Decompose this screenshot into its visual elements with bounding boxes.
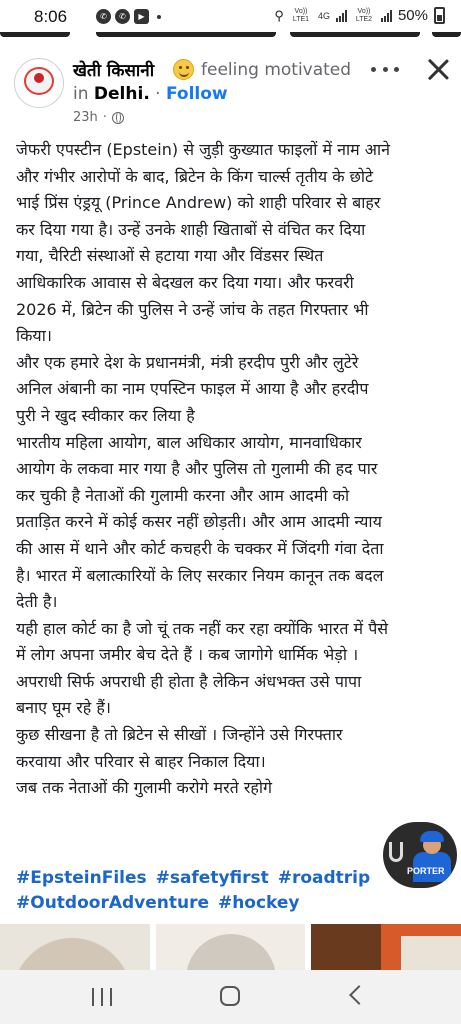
- post-line: गया, चैरिटी संस्थाओं से हटाया गया और विंडसर स्थित: [16, 246, 324, 266]
- post-line: किया।: [16, 326, 52, 346]
- post-line: में लोग अपना जमीर बेच देते हैं । कब जागोगे धार्मिक भेड़ो ।: [16, 645, 359, 665]
- more-notifications-icon: [157, 15, 161, 19]
- more-options-button[interactable]: [371, 62, 399, 76]
- close-icon[interactable]: [425, 56, 451, 82]
- system-nav-bar: [0, 970, 461, 1024]
- status-time: 8:06: [34, 7, 68, 26]
- porter-brand: PORTER: [407, 866, 445, 876]
- meta-dot: ·: [102, 110, 107, 125]
- notification-icons: [96, 9, 161, 24]
- post-image[interactable]: [0, 924, 150, 970]
- back-icon[interactable]: [349, 985, 369, 1005]
- dot-icon: [383, 67, 388, 72]
- in-word: in: [73, 84, 89, 104]
- post-time[interactable]: 23h: [73, 110, 98, 125]
- post-line: और एक हमारे देश के प्रधानमंत्री, मंत्री हरदीप पुरी और लुटेरे: [16, 352, 359, 372]
- post-meta: [73, 110, 124, 125]
- signal-2-icon: [381, 10, 392, 22]
- whatsapp-icon: ✆: [96, 9, 111, 24]
- post-line: अपराधी सिर्फ अपराधी ही होता है लेकिन अंधभक्त उसे पापा: [16, 671, 362, 691]
- status-bar: [0, 0, 461, 34]
- sim2-label: Vo)) LTE2: [355, 7, 373, 23]
- dot-icon: [371, 67, 376, 72]
- location-name[interactable]: Delhi: [93, 84, 144, 104]
- signal-1-icon: [336, 10, 347, 22]
- post-line: की आस में थाने और कोर्ट कचहरी के चक्कर में जिंदगी गंवा देता: [16, 538, 384, 558]
- post-line: करवाया और परिवार से बाहर निकाल दिया।: [16, 751, 266, 771]
- location-line: [73, 84, 228, 104]
- post-line: 2026 में, ब्रिटेन की पुलिस ने उन्हें जांच के तहत गिरफ्तार भी: [16, 299, 369, 319]
- post-line: कर दिया गया है। उन्हें उनके शाही खिताबों से वंचित कर दिया: [16, 219, 366, 239]
- location-period: .: [143, 84, 150, 104]
- follow-button[interactable]: Follow: [166, 84, 228, 104]
- porter-logo-icon: [389, 842, 403, 862]
- hashtag-row: [16, 866, 376, 891]
- post-text: [16, 137, 456, 802]
- battery-icon: [434, 7, 445, 24]
- post-line: आधिकारिक आवास से बेदखल कर दिया गया। और फरवरी: [16, 272, 354, 292]
- post-line: बनाए घूम रहे हैं।: [16, 698, 111, 718]
- globe-icon: [112, 112, 124, 124]
- post-line: अनिल अंबानी का नाम एपस्टिन फाइल में आया है और हरदीप: [16, 379, 369, 399]
- post-image[interactable]: [156, 924, 306, 970]
- post-line: देती है।: [16, 592, 58, 612]
- post-header: [0, 52, 461, 132]
- post-line: पुरी ने खुद स्वीकार कर लिया है: [16, 405, 195, 425]
- youtube-icon: ▶: [134, 9, 149, 24]
- network-type: 4G: [317, 10, 330, 21]
- hashtag-link[interactable]: #roadtrip: [277, 868, 371, 888]
- avatar-logo: [24, 67, 54, 95]
- post-line: यही हाल कोर्ट का है जो चूं तक नहीं कर रहा क्योंकि भारत में पैसे: [16, 618, 389, 638]
- post-line: प्रताड़ित करने में कोई कसर नहीं छोड़ती। और आम आदमी न्याय: [16, 512, 382, 532]
- post-images: [0, 924, 461, 970]
- porter-helmet: [420, 831, 444, 842]
- feeling-text: feeling motivated: [201, 60, 352, 80]
- post-line: जेफरी एपस्टीन (Epstein) से जुड़ी कुख्यात फाइलों में नाम आने: [16, 140, 391, 159]
- post-line: भाई प्रिंस एंड्रयू (Prince Andrew) को शाही परिवार से बाहर: [16, 193, 381, 213]
- hashtag-link[interactable]: #hockey: [217, 893, 300, 913]
- hashtag-link[interactable]: #EpsteinFiles: [16, 868, 147, 888]
- hashtags: [16, 866, 376, 916]
- post-line: कर चुकी है नेताओं की गुलामी करना और आम आदमी को: [16, 485, 350, 505]
- page-name[interactable]: खेती किसानी: [73, 61, 155, 81]
- dot-separator: ·: [149, 84, 166, 104]
- post-image[interactable]: [311, 924, 461, 970]
- porter-ad-widget[interactable]: [383, 822, 457, 888]
- page-avatar[interactable]: [14, 58, 64, 108]
- post-line: और गंभीर आरोपों के बाद, ब्रिटेन के किंग चार्ल्स तृतीय के छोटे: [16, 166, 374, 186]
- post-line: आयोग के लकवा मार गया है और पुलिस तो गुलामी की हद पार: [16, 459, 378, 479]
- status-indicators: [274, 7, 445, 24]
- smiling-emoji-icon: [173, 59, 194, 80]
- battery-text: 50%: [397, 7, 428, 24]
- home-icon[interactable]: [220, 986, 240, 1006]
- dot-icon: [394, 67, 399, 72]
- post-line: भारतीय महिला आयोग, बाल अधिकार आयोग, मानवाधिकार: [16, 432, 362, 452]
- post-line: जब तक नेताओं की गुलामी करोगे मरते रहोगे: [16, 778, 273, 798]
- hashtag-row: [16, 891, 376, 916]
- recents-icon[interactable]: [92, 988, 112, 1006]
- hashtag-link[interactable]: #OutdoorAdventure: [16, 893, 210, 913]
- post-line: है। भारत में बलात्कारियों के लिए सरकार नियम कानून तक बदल: [16, 565, 384, 585]
- hashtag-link[interactable]: #safetyfirst: [155, 868, 269, 888]
- post-line: कुछ सीखना है तो ब्रिटेन से सीखों । जिन्होंने उसे गिरफ्तार: [16, 725, 343, 745]
- previous-content-strip: [0, 32, 461, 38]
- sim1-label: Vo)) LTE1: [292, 7, 310, 23]
- location-icon: ⚲: [274, 7, 284, 23]
- whatsapp-icon: ✆: [115, 9, 130, 24]
